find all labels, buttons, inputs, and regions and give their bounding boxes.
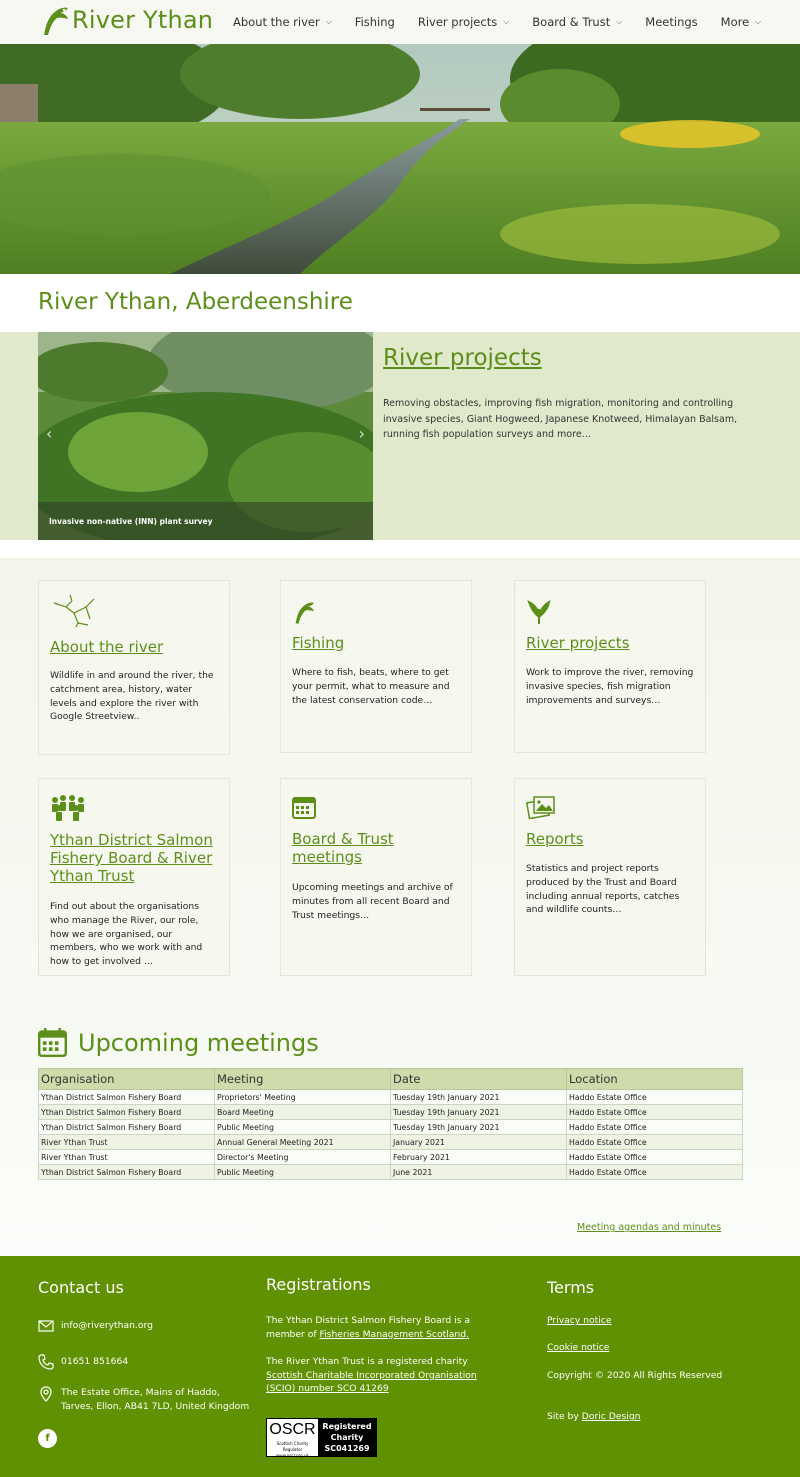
table-cell: Haddo Estate Office xyxy=(567,1165,743,1180)
oscr-number-text: SC041269 xyxy=(324,1444,370,1453)
table-cell: Board Meeting xyxy=(215,1105,391,1120)
table-row xyxy=(39,1120,743,1135)
table-cell: Public Meeting xyxy=(215,1120,391,1135)
table-cell: Haddo Estate Office xyxy=(567,1090,743,1105)
column-header: Organisation xyxy=(39,1069,215,1090)
oscr-sub: Scottish Charity Regulator xyxy=(276,1441,309,1452)
nav-label: Meetings xyxy=(645,15,698,29)
slide-next-arrow-icon[interactable]: › xyxy=(358,424,365,443)
table-cell: Haddo Estate Office xyxy=(567,1120,743,1135)
card-text: Statistics and project reports produced by the Trust and Board including annual reports, catches and wildlife counts… xyxy=(526,863,680,916)
phone-text: 01651 851664 xyxy=(61,1356,129,1368)
nav-label: About the river xyxy=(233,15,320,29)
phone-icon xyxy=(38,1354,54,1370)
nav-more[interactable] xyxy=(721,15,762,29)
card-text: Where to fish, beats, where to get your permit, what to measure and the latest conservation code… xyxy=(292,667,450,706)
registrations-text-2 xyxy=(266,1355,506,1396)
address-line-1: The Estate Office, Mains of Haddo, xyxy=(61,1387,220,1398)
scio-number-link[interactable]: (SCIO) number SCO 41269 xyxy=(266,1383,389,1394)
main-nav xyxy=(233,15,784,29)
meetings-heading xyxy=(38,1028,319,1057)
card-reports[interactable] xyxy=(514,778,706,976)
nav-label: Fishing xyxy=(354,15,395,29)
column-header: Meeting xyxy=(215,1069,391,1090)
site-header xyxy=(0,0,800,44)
card-fishing[interactable] xyxy=(280,580,472,753)
chevron-down-icon: ⌵ xyxy=(325,17,332,26)
logo[interactable] xyxy=(40,3,213,37)
feature-text: Removing obstacles, improving fish migration, monitoring and controlling invasive species, Giant Hogweed, Japanese Knotweed, Himalayan Balsam, running fish population surveys and more… xyxy=(383,398,738,440)
photos-icon xyxy=(526,795,556,819)
feature-title-link[interactable]: River projects xyxy=(383,345,542,371)
oscr-sub: www.oscr.org.uk xyxy=(276,1453,309,1458)
oscr-logo xyxy=(267,1419,318,1456)
envelope-icon xyxy=(38,1318,54,1334)
table-cell: Haddo Estate Office xyxy=(567,1135,743,1150)
table-cell: Director's Meeting xyxy=(215,1150,391,1165)
table-cell: Ythan District Salmon Fishery Board xyxy=(39,1120,215,1135)
card-text: Work to improve the river, removing invasive species, fish migration improvements and surveys… xyxy=(526,667,694,706)
oscr-word: OSCR xyxy=(269,1421,316,1438)
table-row xyxy=(39,1135,743,1150)
calendar-icon xyxy=(292,795,316,819)
privacy-notice-link[interactable]: Privacy notice xyxy=(547,1315,612,1326)
table-cell: Ythan District Salmon Fishery Board xyxy=(39,1105,215,1120)
table-cell: Annual General Meeting 2021 xyxy=(215,1135,391,1150)
table-row xyxy=(39,1165,743,1180)
contact-address xyxy=(38,1386,249,1413)
card-title[interactable]: About the river xyxy=(50,638,164,656)
chevron-down-icon: ⌵ xyxy=(503,17,510,26)
card-board-trust[interactable] xyxy=(38,778,230,976)
hero-image xyxy=(0,44,800,274)
oscr-badge[interactable] xyxy=(266,1418,377,1457)
logo-text: River Ythan xyxy=(72,6,214,34)
table-row xyxy=(39,1090,743,1105)
nav-board-trust[interactable] xyxy=(532,15,622,29)
nav-about-the-river[interactable] xyxy=(233,15,332,29)
card-text: Upcoming meetings and archive of minutes from all recent Board and Trust meetings… xyxy=(292,882,453,921)
reg-text: member of xyxy=(266,1328,320,1340)
card-board-trust-meetings[interactable] xyxy=(280,778,472,976)
nav-label: River projects xyxy=(417,15,498,29)
card-about-the-river[interactable] xyxy=(38,580,230,755)
table-cell: Proprietors' Meeting xyxy=(215,1090,391,1105)
terms-heading: Terms xyxy=(547,1278,595,1297)
location-pin-icon xyxy=(38,1386,54,1402)
copyright-text: Copyright © 2020 All Rights Reserved xyxy=(547,1370,723,1381)
oscr-registered xyxy=(318,1419,376,1456)
contact-email[interactable] xyxy=(38,1318,153,1334)
site-footer xyxy=(0,1256,800,1477)
feature-slide[interactable] xyxy=(38,332,373,540)
registrations-text-1 xyxy=(266,1314,506,1341)
registrations-heading: Registrations xyxy=(266,1275,371,1294)
table-cell: Tuesday 19th January 2021 xyxy=(391,1120,567,1135)
chevron-down-icon: ⌵ xyxy=(616,17,623,26)
card-title[interactable]: Ythan District Salmon Fishery Board & River Ythan Trust xyxy=(50,831,213,885)
cookie-notice-link[interactable]: Cookie notice xyxy=(547,1342,610,1353)
column-header: Location xyxy=(567,1069,743,1090)
table-cell: Haddo Estate Office xyxy=(567,1150,743,1165)
table-row xyxy=(39,1105,743,1120)
chevron-down-icon: ⌵ xyxy=(755,17,762,26)
slide-prev-arrow-icon[interactable]: ‹ xyxy=(46,424,53,443)
table-cell: February 2021 xyxy=(391,1150,567,1165)
scio-link[interactable]: Scottish Charitable Incorporated Organisation xyxy=(266,1369,477,1381)
reg-text: The Ythan District Salmon Fishery Board is a xyxy=(266,1315,471,1326)
table-cell: Tuesday 19th January 2021 xyxy=(391,1090,567,1105)
column-header: Date xyxy=(391,1069,567,1090)
nav-fishing[interactable] xyxy=(355,15,395,29)
table-cell: Ythan District Salmon Fishery Board xyxy=(39,1090,215,1105)
email-text: info@riverythan.org xyxy=(61,1320,153,1332)
meetings-table xyxy=(38,1068,743,1180)
card-title[interactable]: River projects xyxy=(526,634,630,652)
table-cell: Ythan District Salmon Fishery Board xyxy=(39,1165,215,1180)
meeting-agendas-link[interactable]: Meeting agendas and minutes xyxy=(577,1222,722,1233)
nav-label: Board & Trust xyxy=(532,15,611,29)
table-cell: Haddo Estate Office xyxy=(567,1105,743,1120)
facebook-icon[interactable]: f xyxy=(38,1429,57,1448)
site-by-text: Site by xyxy=(547,1411,582,1422)
river-branch-icon xyxy=(50,593,96,629)
slide-caption: Invasive non-native (INN) plant survey xyxy=(49,517,213,526)
doric-design-link[interactable]: Doric Design xyxy=(581,1411,641,1422)
table-row xyxy=(39,1150,743,1165)
people-icon xyxy=(50,795,86,821)
meetings-title: Upcoming meetings xyxy=(78,1028,319,1057)
table-header-row xyxy=(39,1069,743,1090)
card-text: Wildlife in and around the river, the catchment area, history, water levels and explore the river with Google Streetview.. xyxy=(50,670,214,723)
reg-text: The River Ythan Trust is a registered charity xyxy=(266,1356,468,1367)
card-text: Find out about the organisations who manage the River, our role, how we are organised, our members, who we work with and how to get involved … xyxy=(50,901,203,968)
address-line-2: Tarves, Ellon, AB41 7LD, United Kingdom xyxy=(61,1400,250,1412)
oscr-registered-text: Registered xyxy=(322,1422,372,1431)
nav-meetings[interactable] xyxy=(645,15,697,29)
table-cell: Public Meeting xyxy=(215,1165,391,1180)
table-cell: June 2021 xyxy=(391,1165,567,1180)
table-cell: River Ythan Trust xyxy=(39,1135,215,1150)
contact-heading: Contact us xyxy=(38,1278,124,1297)
table-cell: Tuesday 19th January 2021 xyxy=(391,1105,567,1120)
card-title[interactable]: Fishing xyxy=(292,634,345,652)
salmon-logo-icon xyxy=(40,3,70,37)
table-cell: River Ythan Trust xyxy=(39,1150,215,1165)
contact-phone[interactable] xyxy=(38,1354,128,1370)
card-river-projects[interactable] xyxy=(514,580,706,753)
salmon-icon xyxy=(292,599,316,625)
fisheries-management-link[interactable]: Fisheries Management Scotland. xyxy=(319,1328,469,1340)
oscr-charity-text: Charity xyxy=(330,1433,364,1442)
site-by xyxy=(547,1410,640,1424)
card-title[interactable]: Board & Trust meetings xyxy=(292,830,394,866)
table-cell: January 2021 xyxy=(391,1135,567,1150)
nav-river-projects[interactable] xyxy=(418,15,509,29)
card-title[interactable]: Reports xyxy=(526,830,584,848)
page-title: River Ythan, Aberdeenshire xyxy=(38,289,353,315)
nav-label: More xyxy=(720,15,750,29)
plant-icon xyxy=(526,599,552,625)
calendar-icon xyxy=(38,1028,67,1057)
